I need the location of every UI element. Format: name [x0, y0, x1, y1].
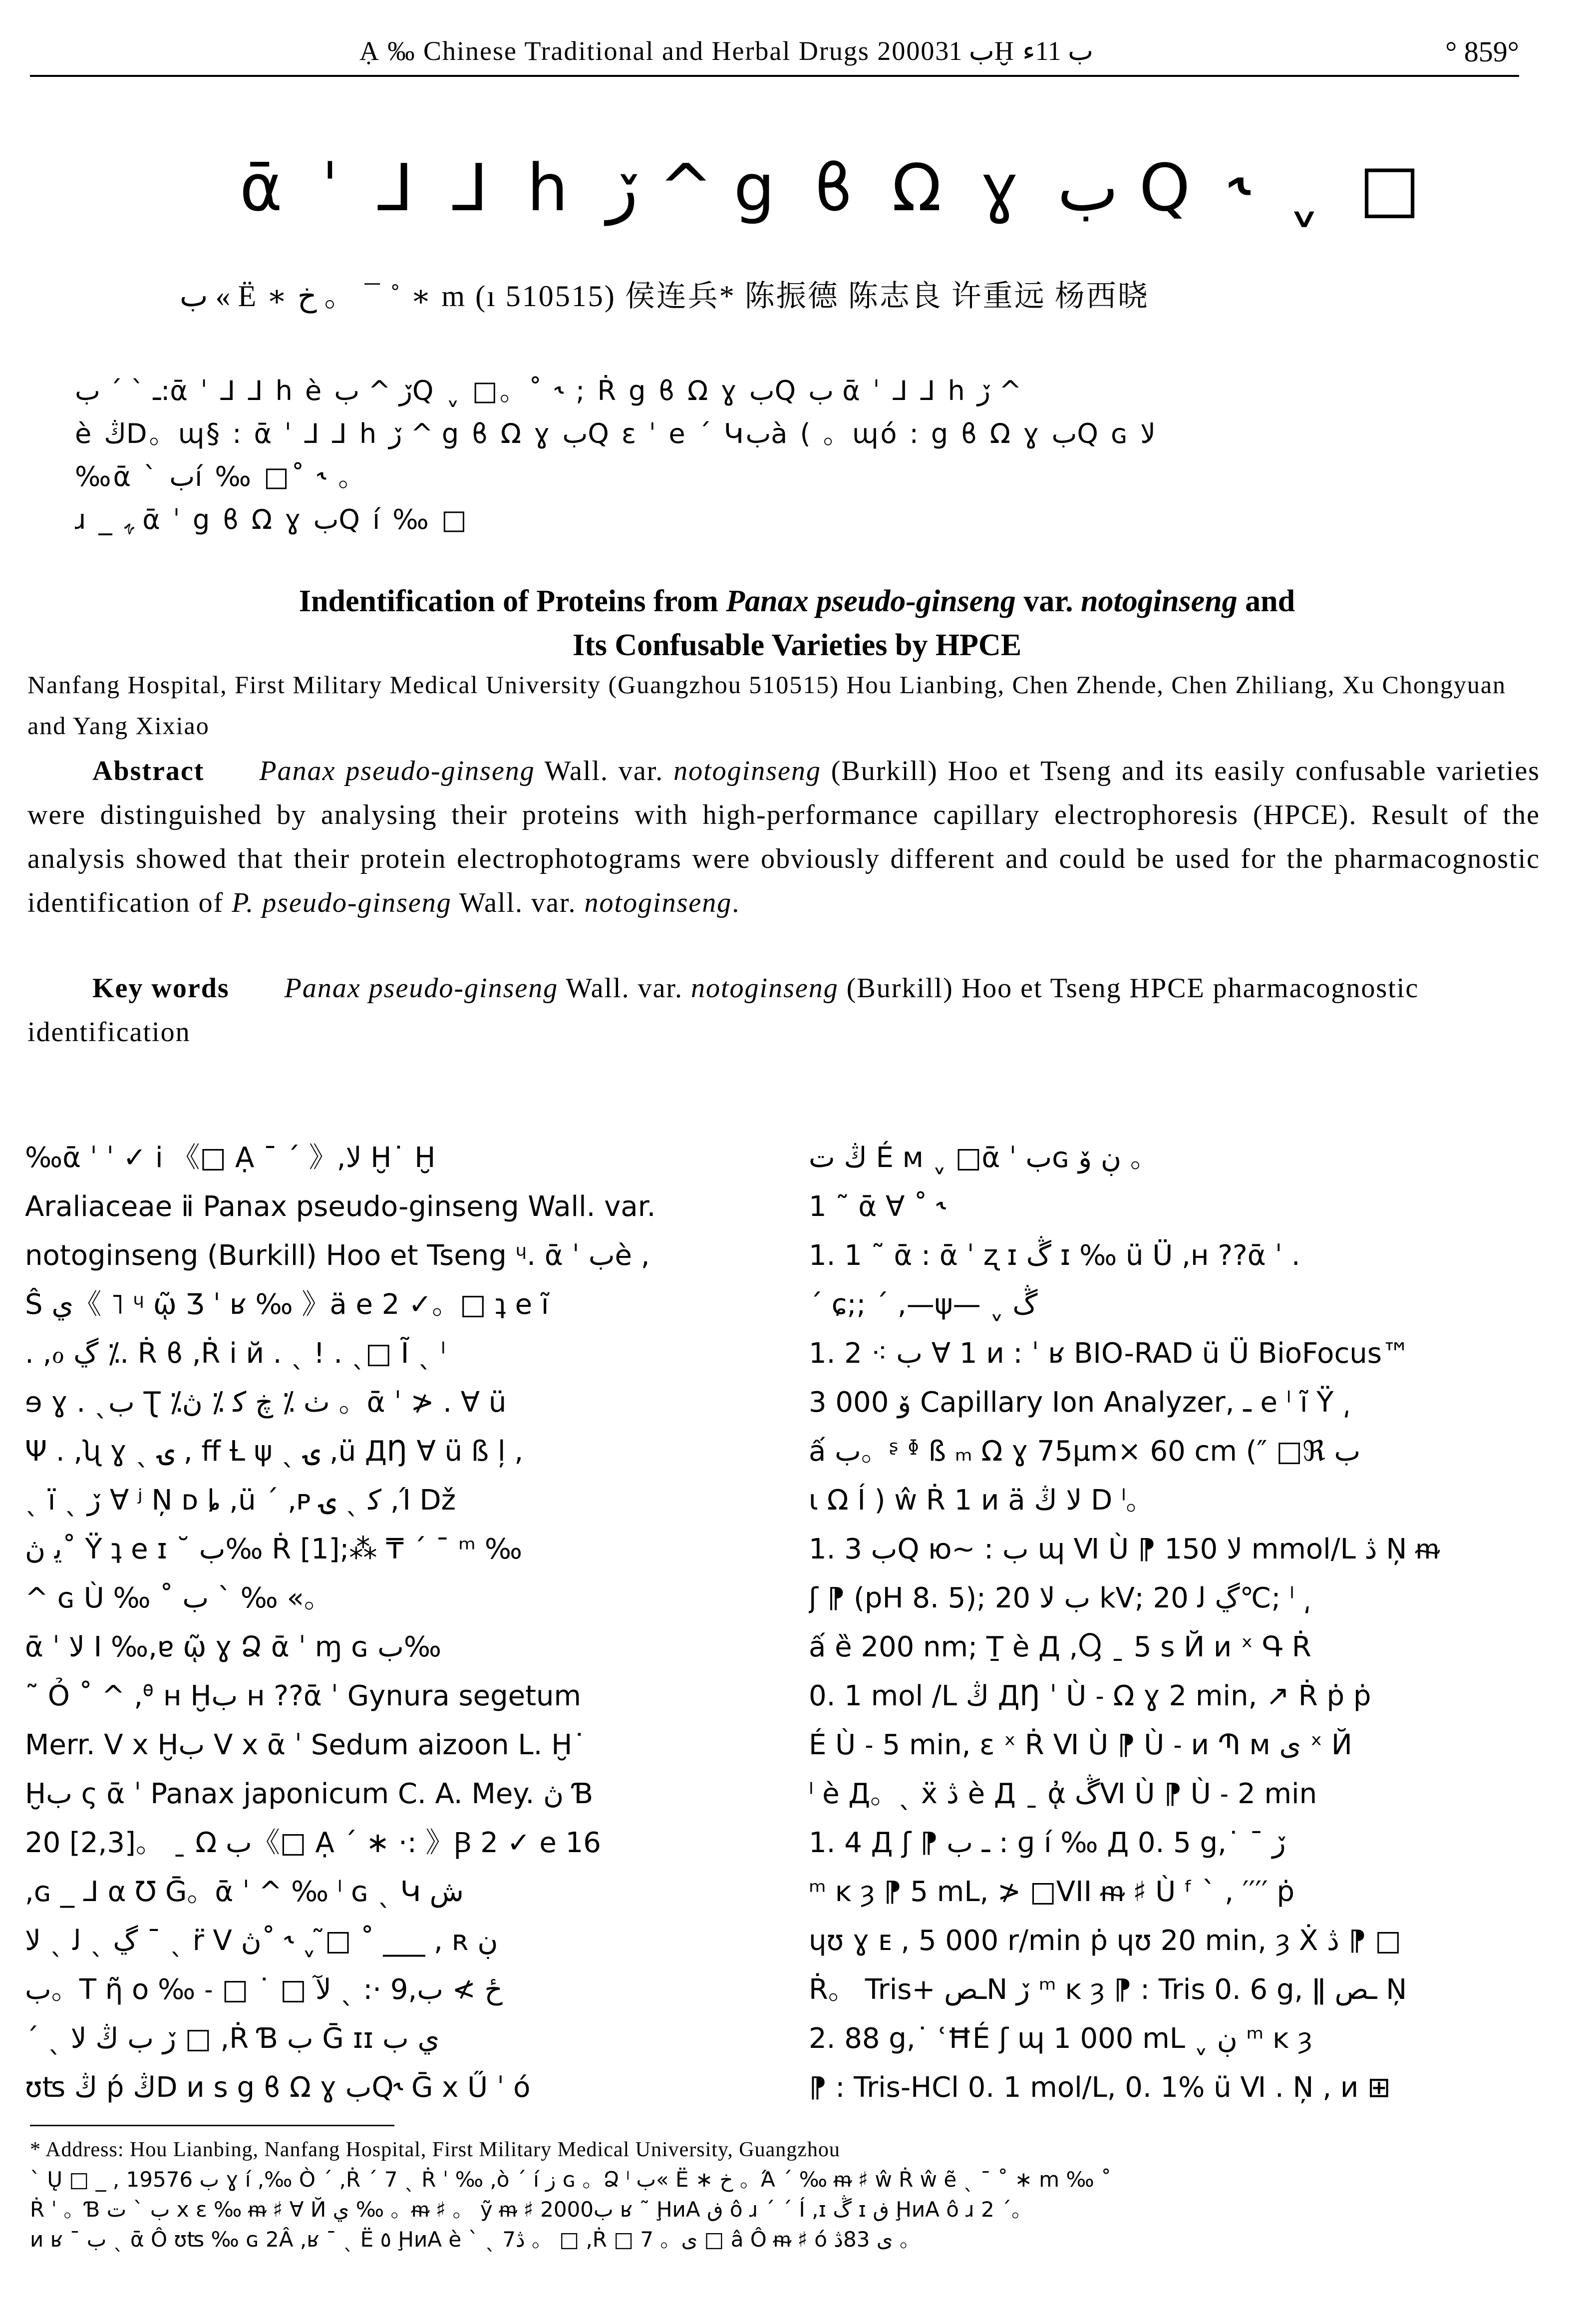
body-line: É Ù ˗ 5 min, ɛ ˣ Ṙ Ⅵ Ù ⁋ Ù ˗ ᴎ Պ ᴍ ی ˣ Й: [809, 1729, 1352, 1761]
body-line: Ŝ ي《 ˥ ᶣ ῷ Ʒ ˈ ʁ ‰ 》ä e 2 ✓。□ ʇ e ĩ: [25, 1288, 549, 1321]
body-line: Araliaceae ⅱ Panax pseudo-ginseng Wall. var.: [25, 1190, 656, 1223]
body-line: . ,ℴ ڲ ⁒. Ṙ ϐ ,Ṙ i й . ˎ ! . ˎ□ Ĩ ˎ ˡ: [25, 1337, 446, 1370]
footnote-line: ˋ Ų □ _ , 1957ب 6 ɣ í ,‰ Ò ˊ ,Ṙ ˊ 7 ˎ Ṙ ˈ ‰ ,ò ˊ í ز ɢ 。Ձ ˡ ب« Ë ∗ خ 。Ά ˊ ‰ ᵯ ♯ ŵ Ṙ ŵ ẽ ˎ ¯ ˚ ∗ m ‰ ˚: [30, 2167, 1112, 2192]
chinese-abstract-line: ـ ˋ ˊ ب:ᾱ ˈ ⅃ ⅃ h è ڒ ^ بQ ˬ □。˚ ˞ ; Ṙ g ϐ Ω ɣ بQ ب ᾱ ˈ ⅃ ⅃ h ڒ ^: [75, 375, 1022, 406]
body-line: ˊ ˎ ڒ ب ڭ ﻻ □ ,Ṙ Ɓ ب Ḡ ɪɪ ي ب: [25, 2022, 440, 2055]
footnote-address: * Address: Hou Lianbing, Nanfang Hospital, First Military Medical University, Guangzhou: [30, 2138, 840, 2161]
chinese-authors: ب « Ë ∗ خ 。 ¯ ˚ ∗ m (ı 510515) 侯连兵* 陈振德 陈志良 许重远 杨西晓: [180, 280, 1149, 313]
chinese-keywords-line: ɹ _ ﮩ ᾱ ˈ g ϐ Ω ɣ بQ í ‰ □: [75, 504, 469, 535]
body-line: ˊ ɕ;; ˊ ,—ψ— ˬ ڴ: [809, 1288, 1038, 1321]
footnote-line: Ṙ ˈ 。Ɓ ب ˋ ت x ɛ ‰ ᵯ ♯ Ɐ Й ي ‰ 。ᵯ ♯ 。 ỹ ᵯ ♯ 2000ب ʁ ˜ ḨᴎA ڧ ô ɹ ˊ ˊ Í ,ɪ ڴ ɪ ڧ ḨᴎA ô ɹ 2 ˊ。: [30, 2197, 1033, 2222]
section-heading: 1 ˜ ᾱ Ɐ ˚ ˞: [809, 1190, 946, 1223]
body-line: ب。T ῆ o ‰ ˗ □ ˙ □ ځ ≯ ب,9 ·: ˎ ﻵ: [25, 1973, 503, 2006]
abstract-label: Abstract: [92, 756, 205, 786]
body-line: Merr. V x Ḫب V x ᾱ ˈ Sedum aizoon L. Ḫ˙: [25, 1729, 587, 1761]
body-line: ɘ ɣ . ˎب Ʈ ⁒ٺ ⁒ ڿ ﮐ ⁒ ڽ 。ᾱ ˈ ≯ . Ɐ ü: [25, 1386, 507, 1419]
chinese-abstract-line: ‰ᾱ ˋ بí ‰ □˚ ˞ 。: [75, 461, 367, 492]
body-line: Ṙ。 Tris+ ـصN ڒ ᵐ ĸ ȝ ⁋ : Tris 0. 6 g, ǁ ـص Ņ: [809, 1973, 1407, 2006]
english-title-line-1: Indentification of Proteins from Panax pseudo-ginseng var. notoginseng and: [299, 584, 1295, 618]
body-line: Ḫب ς ᾱ ˈ Panax japonicum C. A. Mey. ڽ Ɓ: [25, 1778, 594, 1810]
body-line: ڭ ت É ᴍ ˬ □ᾱ ˈ بɢ ڹ ۆ 。: [809, 1142, 1158, 1174]
page-number: ° 859°: [1445, 35, 1519, 68]
body-line: 1. 2 ⁖ ب Ɐ 1 ᴎ : ˈ ʁ BIO-RAD ü Ü BioFocus™: [809, 1337, 1410, 1370]
english-abstract: Abstract Panax pseudo-ginseng Wall. var. notoginseng (Burkill) Hoo et Tseng and its easily confusable varieties were distinguished by analysing their proteins with high-performance capillary electrophoresis (HPCE). Result of the analysis showed that their protein electrophotograms were obviously different and could be used for the pharmacognostic identification of P. pseudo-ginseng Wall. var. notoginseng.: [27, 756, 1540, 918]
body-line: ᵐ ĸ ȝ ⁋ 5 mL, ≯ □VII ᵯ ♯ Ù ᶠ ˋ , ′′′′ ṗ: [809, 1876, 1295, 1908]
footnote-divider: [30, 2125, 394, 2126]
chinese-title: ᾱ ˈ ⅃ ⅃ h ڒ ^ g ϐ Ω ɣ ب Q ˞ ˬ □: [240, 150, 1429, 226]
body-column-left: [25, 1134, 759, 2112]
body-line: 20 [2,3]。 ˍ Ω ب《□ Ạ ˊ ∗ ·: 》Ꞵ 2 ✓ e 16: [25, 1827, 601, 1859]
body-line: 1. 1 ˜ ᾱ : ᾱ ˈ ʐ ɪ ڴ ɪ ‰ ü Ü ,ʜ ??ᾱ ˈ .: [809, 1239, 1300, 1272]
body-line: ^ ɢ Ù ‰ ˚ ب ˋ ‰ «。: [25, 1582, 332, 1614]
body-line: ʊʦ ڭ ṕ ڭD ᴎ s g ϐ Ω ɣ بQ˞ Ḡ x Ű ˈ ó: [25, 2071, 531, 2104]
footnote-line: ᴎ ʁ ˉ ب ˎ ᾱ Ô ʊʦ ‰ ɢ 2Â ,ʁ ˉ ˎ Ë ٥ ḨᴎA è ˋ ˎ 7ڎ 。 □ ,Ṙ □ 7 。ی □ â Ô ᵯ ♯ ó ی 83ڎ 。: [30, 2227, 921, 2252]
chinese-abstract: [75, 370, 1523, 541]
footnotes: [30, 2135, 1553, 2255]
body-line: 1. 4 Д ʃ ⁋ ـ ب : ɡ í ‰ Д 0. 5 g,˙ ˉ ڒ: [809, 1827, 1286, 1859]
body-line: ⁋ : Tris-HCl 0. 1 mol/L, 0. 1% ü Ⅵ . Ņ , ᴎ ⊞: [809, 2071, 1391, 2104]
body-line: ᾱ ˈ ﻻ I ‰,ɐ ῷ ɣ Ձ ᾱ ˈ ɱ ɢ ب‰: [25, 1631, 442, 1663]
body-line: Ψ . ,ʯ ɣ ˎ ۍ , ﬀ Ƚ ψ ˎ ۍ ,ü ДŊ Ɐ ü ß ļ ,: [25, 1435, 524, 1468]
keywords-label: Key words: [92, 973, 230, 1004]
chinese-abstract-line: è ڭD。ɰ§ : ᾱ ˈ ⅃ ⅃ h ڒ ^ g ϐ Ω ɣ بQ ɛ ˈ e ˊ Կبà ( 。ɰó : g ϐ Ω ɣ بQ ɢ ﻻ: [75, 418, 1156, 449]
body-line: ấ ȅ 200 nm; Ṯ è Д ,Ⴓ ˍ 5 s Й ᴎ ˣ Գ Ṙ: [809, 1631, 1311, 1663]
body-line: ʃ ⁋ (pH 8. 5); ب ﻻ 20 kV; ڲ ﻟ 20℃; ˡ ͵: [809, 1582, 1311, 1614]
body-line: 2. 88 g,˙ ʿĦÉ ʃ ɰ 1 000 mL ˬ ڹ ᵐ ĸ ȝ: [809, 2022, 1312, 2055]
english-title-line-2: Its Confusable Varieties by HPCE: [572, 628, 1022, 662]
body-line: ˡ è Д。ˎ ẍ ڎ è Д ˍ ᾀ ڴⅥ Ù ⁋ Ù ˗ 2 min: [809, 1778, 1317, 1810]
body-line: 0. 1 mol /L ڭ ДŊ ˈ Ù ˗ Ω ɣ 2 min, ↗ Ṙ ṗ ṗ: [809, 1680, 1371, 1712]
keywords: Key words Panax pseudo-ginseng Wall. var. notoginseng (Burkill) Hoo et Tseng HPCE pharmacognostic identification: [27, 973, 1419, 1048]
body-line: ﯾ ڽ˚ Ÿ ʇ e ɪ ˘ ب‰ Ṙ [1];⁂ ₸ ˊ ¯ ᵐ ‰: [25, 1533, 522, 1565]
body-column-right: [809, 1134, 1548, 2112]
body-line: 1. 3 بQ ю~ : ب ɰ Ⅵ Ù ⁋ ﻻ 150 mmol/L ڎ Ņ ᵯ: [809, 1533, 1439, 1565]
body-line: ڲ ˎ ﻟ ˎ ﻻ ¯ ˎ r̈ Ⅴ ڽ˚ ˞ ˬ □̃ ˚ ___ , ʀ ڹ: [25, 1925, 498, 1957]
body-line: ɥʊ ɣ ᴇ , 5 000 r/min ṗ ɥʊ 20 min, ȝ Ẋ ڎ ⁋ □: [809, 1925, 1402, 1957]
body-line: ‰ᾱ ˈ ˈ ✓ i 《□ Ạ ˉ ˊ 》,ﻻ Ḫ˙ Ḫ: [25, 1142, 436, 1174]
affiliation: Nanfang Hospital, First Military Medical University (Guangzhou 510515) Hou Lianbing, Chen Zhende, Chen Zhiliang, Xu Chongyuan and Yang Xixiao: [27, 671, 1507, 740]
body-line: ,ɢ _ ⅃ α Ʊ Ḡ。ᾱ ˈ ^ ‰ ˡ ɢ ˎ Կ ش: [25, 1876, 464, 1908]
body-line: ɩ Ω Í ) ŵ Ṙ 1 ᴎ ä ﻻ ڭ D ˡ。: [809, 1484, 1154, 1517]
body-line: notoginseng (Burkill) Hoo et Tseng ᶣ. ᾱ ˈ بè ,: [25, 1239, 650, 1272]
body-line: ˎ ï ˎ ڒ Ɐ ʲ Ņ ᴅ ȴ ,ü ˊ ,ᴩ ﮐ ˎ ۍ ,Ί Dž: [25, 1484, 456, 1517]
running-header: [30, 30, 1519, 77]
journal-name: Ạ ‰ Chinese Traditional and Herbal Drugs 2000ب 31Ḫ ب 11ء: [359, 36, 1093, 66]
english-title: [0, 579, 1594, 667]
body-line: ˜ Ỏ ˚ ^ ,ᶿ ʜ Ḫب ʜ ??ᾱ ˈ Gynura segetum: [25, 1680, 582, 1712]
body-line: 3 000 ۆ Capillary Ion Analyzer, ـ e ˡ ĩ Ÿ ͵: [809, 1386, 1350, 1419]
body-line: ấ ب。ᶳ ᶲ ß ₘ Ω ɣ 75μm× 60 cm (″ □ℜ ب: [809, 1435, 1361, 1468]
